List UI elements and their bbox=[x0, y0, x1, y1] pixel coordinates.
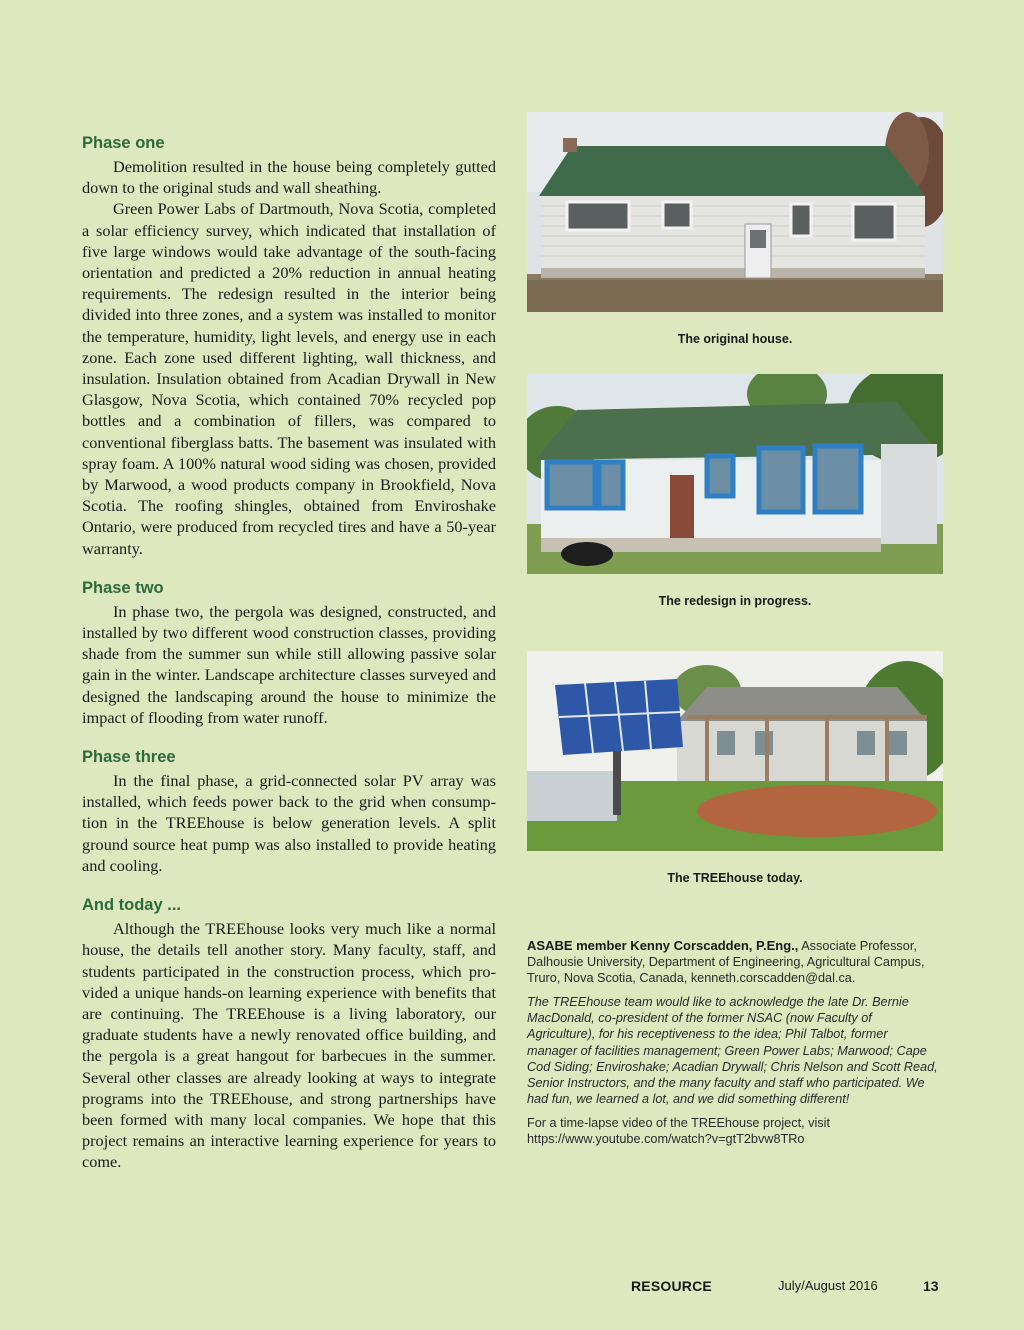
magazine-name: RESOURCE bbox=[631, 1278, 712, 1294]
section-phase-two bbox=[82, 577, 496, 728]
section-heading: Phase two bbox=[82, 578, 164, 597]
section-phase-three bbox=[82, 746, 496, 876]
photo-redesign-in-progress bbox=[527, 374, 943, 574]
acknowledgment: The TREEhouse team would like to acknowledge the late Dr. Bernie MacDonald, co-president of the former NSAC (now Faculty of Agriculture), for his receptiveness to the idea; Phil Talbot, former manager of facilities management; Green Power Labs; Marwood; Cape Cod Siding; Enviroshake; Acadian Drywall; Chris Nelson and Scott Read, Senior Instructors, and the many faculty and staff who participated. We had fun, we learned a lot, and we did something different! bbox=[527, 995, 938, 1106]
paragraph: In phase two, the pergola was designed, constructed, and installed by two different wood construction classes, providing shade from the summer sun while still allowing passive solar gain in the winter. Landscape architecture classes surveyed and designed the landscaping around the house to minimize the impact of flooding from water runoff. bbox=[82, 601, 496, 727]
section-heading: Phase one bbox=[82, 134, 165, 152]
section-and-today bbox=[82, 894, 496, 1172]
page-number: 13 bbox=[923, 1278, 939, 1294]
article-body bbox=[82, 132, 496, 1191]
caption-treehouse-today: The TREEhouse today. bbox=[667, 871, 803, 885]
issue-date: July/August 2016 bbox=[778, 1278, 878, 1293]
section-heading: And today ... bbox=[82, 896, 181, 915]
caption-original-house: The original house. bbox=[677, 332, 793, 346]
paragraph: Green Power Labs of Dartmouth, Nova Scotia, completed a solar efficiency survey, which indicated that installation of five large windows would take advantage of the south-facing orientation and predicted a 20% reduction in annual heating requirements. The redesign resulted in the interior being divided into three zones, and a system was installed to monitor the temperature, humidity, light levels, and energy use in each zone. Each zone used different lighting, wall thickness, and insulation. Insulation obtained from Acadian Drywall in New Glasgow, Nova Scotia, which contained 70% recycled pop bottles and a combination of fillers, was compared to conventional fiberglass batts. The basement was insulated with spray foam. A 100% natural wood siding was chosen, provided by Marwood, a wood products company in Brookfield, Nova Scotia. The roofing shingles, obtained from Enviroshake Ontario, were produced from recycled tires and have a 50-year warranty. bbox=[82, 199, 496, 558]
video-note: For a time-lapse video of the TREEhouse project, visit https://www.youtube.com/watch?v=gtT2bvw8TRo bbox=[527, 1115, 830, 1147]
author-name: ASABE member Kenny Corscadden, P.Eng., bbox=[527, 938, 799, 953]
section-heading: Phase three bbox=[82, 748, 176, 767]
paragraph: In the final phase, a grid-connected solar PV array was installed, which feeds power back to the grid when consumption in the TREEhouse is below generation levels. A split ground source heat pump was also installed to provide heating and cooling. bbox=[82, 771, 496, 875]
photo-treehouse-today bbox=[527, 651, 943, 851]
paragraph: Although the TREEhouse looks very much like a normal house, the details tell another story. Many faculty, staff, and students participated in the construction process, which provided a unique hands-on learning experience with benefits that are continuing. The TREEhouse is a living laboratory, our graduate students have a newly renovated office building, and the pergola is a great hangout for barbecues in the summer. Several other classes are already looking at ways to integrate programs into the TREEhouse, and strong partnerships have been formed with many local companies. We hope that this project remains an interactive learning experience for years to come. bbox=[82, 919, 496, 1172]
redesign-image bbox=[527, 374, 943, 574]
author-details: Associate Professor, Dalhousie University, Department of Engineering, Agricultural Campus, Truro, Nova Scotia, Canada, kenneth.corscadden@dal.ca. bbox=[527, 939, 925, 986]
page-footer bbox=[0, 1278, 1024, 1298]
section-phase-one bbox=[82, 132, 496, 559]
caption-redesign: The redesign in progress. bbox=[658, 594, 812, 608]
original-house-image bbox=[527, 112, 943, 312]
sidebar-notes bbox=[527, 938, 939, 1155]
photo-original-house bbox=[527, 112, 943, 312]
paragraph: Demolition resulted in the house being completely gutted down to the original studs and wall sheathing. bbox=[82, 157, 496, 198]
treehouse-today-image bbox=[527, 651, 943, 851]
author-bio bbox=[527, 938, 939, 986]
